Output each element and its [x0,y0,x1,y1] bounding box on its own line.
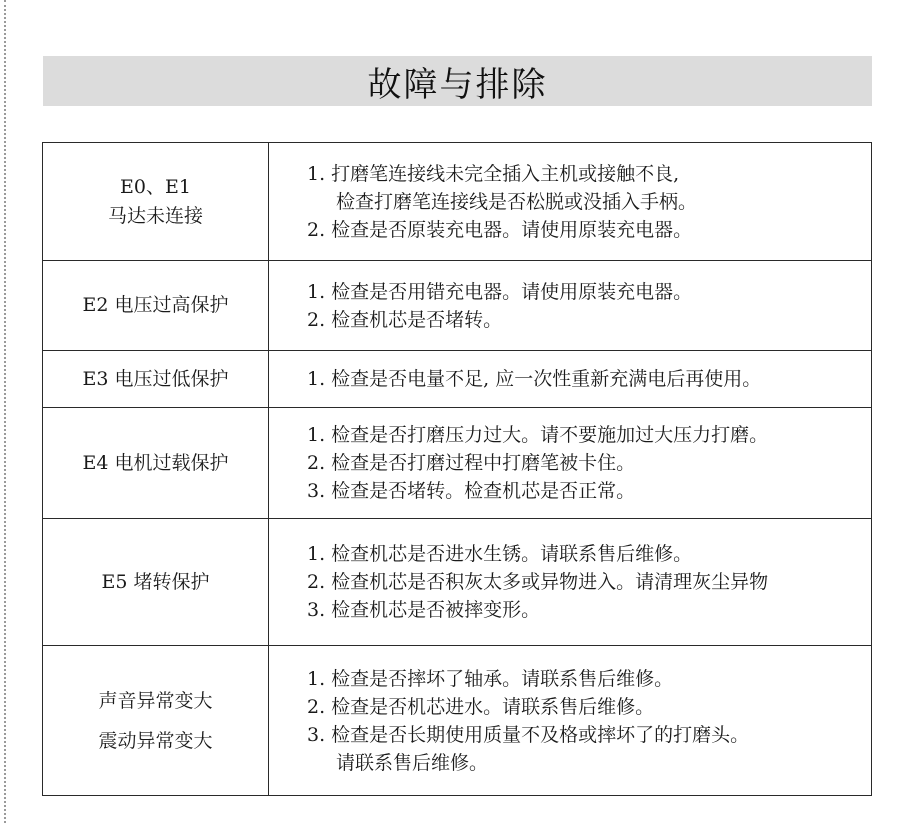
solution-cell [269,143,872,261]
fault-table-body [43,143,872,796]
solution-cell [269,261,872,351]
solution-line: 1. 检查是否电量不足, 应一次性重新充满电后再使用。 [307,368,762,390]
solution-line: 2. 检查是否打磨过程中打磨笔被卡住。 [307,452,636,474]
fault-code-cell [43,351,269,408]
fault-code-cell [43,519,269,646]
fault-code-cell [43,143,269,261]
fault-code-label: 马达未连接 [107,204,203,227]
solution-line: 1. 检查机芯是否进水生锈。请联系售后维修。 [307,543,693,565]
fault-code-label: E2 电压过高保护 [82,294,229,316]
fault-code-cell [43,646,269,796]
solution-line: 1. 检查是否用错充电器。请使用原装充电器。 [307,280,693,303]
solution-line: 3. 检查是否堵转。检查机芯是否正常。 [307,480,636,502]
fault-code-label: E0、E1 [120,175,191,198]
solution-line: 3. 检查机芯是否被摔变形。 [307,599,541,621]
page-title: 故障与排除 [367,64,548,105]
fault-row [43,646,872,796]
fault-row [43,351,872,408]
solution-line: 2. 检查机芯是否积灰太多或异物进入。请清理灰尘异物 [307,571,769,593]
fault-code-label: 声音异常变大 [98,689,213,712]
solution-cell [269,646,872,796]
solution-line: 2. 检查机芯是否堵转。 [307,308,503,331]
fault-row [43,143,872,261]
solution-cell [269,351,872,408]
solution-line: 1. 打磨笔连接线未完全插入主机或接触不良, [307,162,680,185]
title-banner [43,56,872,106]
solution-line: 请联系售后维修。 [336,751,489,774]
solution-cell [269,408,872,519]
solution-line: 检查打磨笔连接线是否松脱或没插入手柄。 [336,190,698,213]
fault-row [43,519,872,646]
solution-line: 1. 检查是否摔坏了轴承。请联系售后维修。 [307,667,674,690]
solution-line: 3. 检查是否长期使用质量不及格或摔坏了的打磨头。 [307,723,750,746]
fault-row [43,261,872,351]
page-edge-dotted-line [4,0,6,823]
fault-code-label: E4 电机过载保护 [82,451,229,474]
fault-table [42,142,872,796]
fault-code-cell [43,408,269,519]
solution-line: 1. 检查是否打磨压力过大。请不要施加过大压力打磨。 [307,424,769,446]
solution-line: 2. 检查是否机芯进水。请联系售后维修。 [307,695,655,718]
fault-row [43,408,872,519]
solution-line: 2. 检查是否原装充电器。请使用原装充电器。 [307,218,693,241]
fault-code-label: 震动异常变大 [98,729,213,752]
fault-code-label: E5 堵转保护 [101,570,210,593]
fault-code-label: E3 电压过低保护 [82,367,229,390]
fault-code-cell [43,261,269,351]
solution-cell [269,519,872,646]
